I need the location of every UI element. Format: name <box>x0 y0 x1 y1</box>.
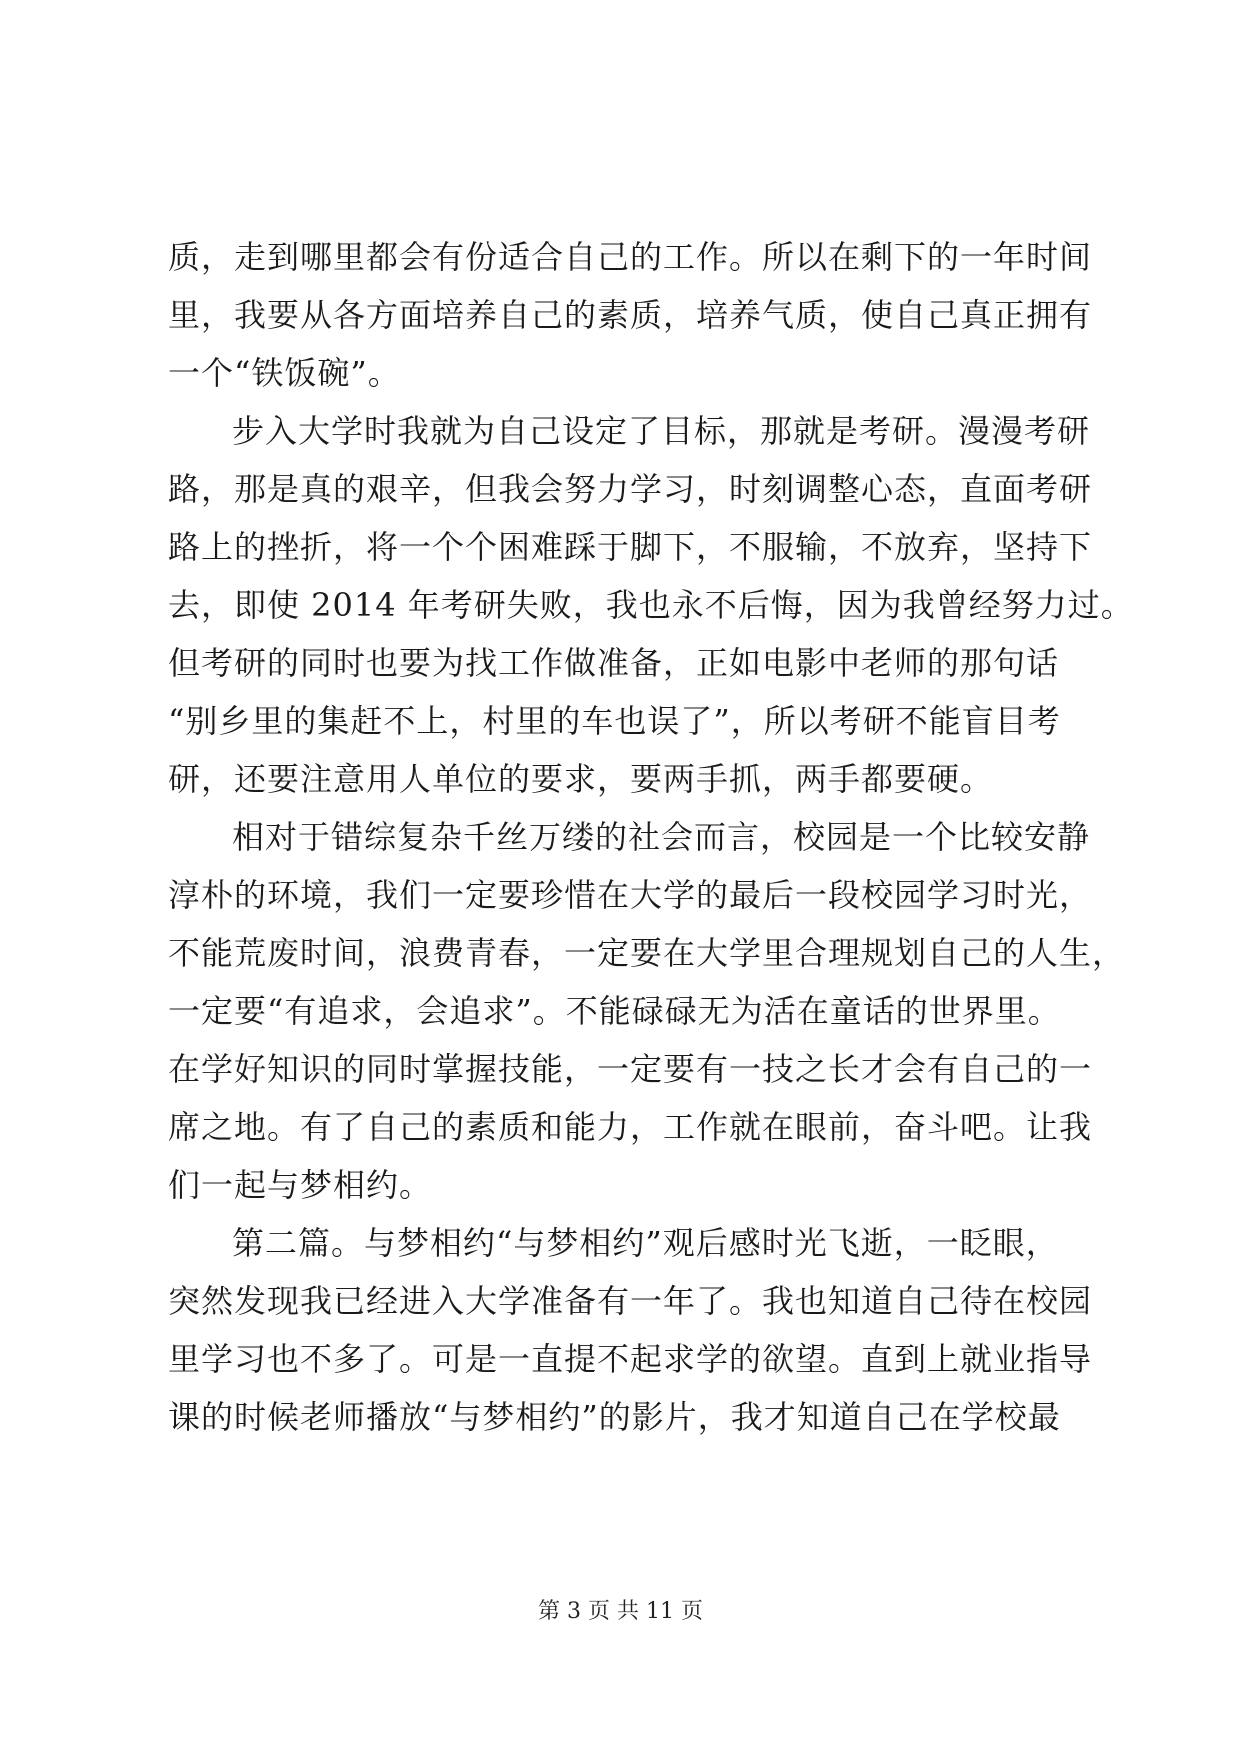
text-line: 但考研的同时也要为找工作做准备，正如电影中老师的那句话 <box>168 644 1060 682</box>
text-line: 研，还要注意用人单位的要求，要两手抓，两手都要硬。 <box>168 760 994 798</box>
text-line: 一定要“有追求，会追求”。不能碌碌无为活在童话的世界里。 <box>168 992 1061 1030</box>
text-line: 路上的挫折，将一个个困难踩于脚下，不服输，不放弃，坚持下 <box>168 528 1093 566</box>
text-line: 席之地。有了自己的素质和能力，工作就在眼前，奋斗吧。让我 <box>168 1108 1093 1146</box>
paragraph-start-line: 相对于错综复杂千丝万缕的社会而言，校园是一个比较安静 <box>232 818 1091 856</box>
text-line: 去，即使 2014 年考研失败，我也永不后悔，因为我曾经努力过。 <box>168 586 1134 624</box>
text-line: 里，我要从各方面培养自己的素质，培养气质，使自己真正拥有 <box>168 296 1093 334</box>
paragraph-start-line: 步入大学时我就为自己设定了目标，那就是考研。漫漫考研 <box>232 412 1091 450</box>
text-line: 质，走到哪里都会有份适合自己的工作。所以在剩下的一年时间 <box>168 238 1093 276</box>
text-line: 路，那是真的艰辛，但我会努力学习，时刻调整心态，直面考研 <box>168 470 1093 508</box>
page-number-footer: 第 3 页 共 11 页 <box>538 1599 703 1624</box>
text-line: 不能荒废时间，浪费青春，一定要在大学里合理规划自己的人生， <box>168 934 1126 972</box>
text-line: 里学习也不多了。可是一直提不起求学的欲望。直到上就业指导 <box>168 1340 1093 1378</box>
text-line: 课的时候老师播放“与梦相约”的影片，我才知道自己在学校最 <box>168 1398 1061 1436</box>
text-line: 突然发现我已经进入大学准备有一年了。我也知道自己待在校园 <box>168 1282 1093 1320</box>
text-line: 淳朴的环境，我们一定要珍惜在大学的最后一段校园学习时光， <box>168 876 1093 914</box>
text-line: 们一起与梦相约。 <box>168 1166 433 1204</box>
text-line: 在学好知识的同时掌握技能，一定要有一技之长才会有自己的一 <box>168 1050 1093 1088</box>
paragraph-start-line: 第二篇。与梦相约“与梦相约”观后感时光飞逝，一眨眼， <box>232 1224 1059 1262</box>
text-line: “别乡里的集赶不上，村里的车也误了”，所以考研不能盲目考 <box>168 702 1061 740</box>
body-text <box>168 228 1134 1446</box>
text-line: 一个“铁饭碗”。 <box>168 354 401 392</box>
